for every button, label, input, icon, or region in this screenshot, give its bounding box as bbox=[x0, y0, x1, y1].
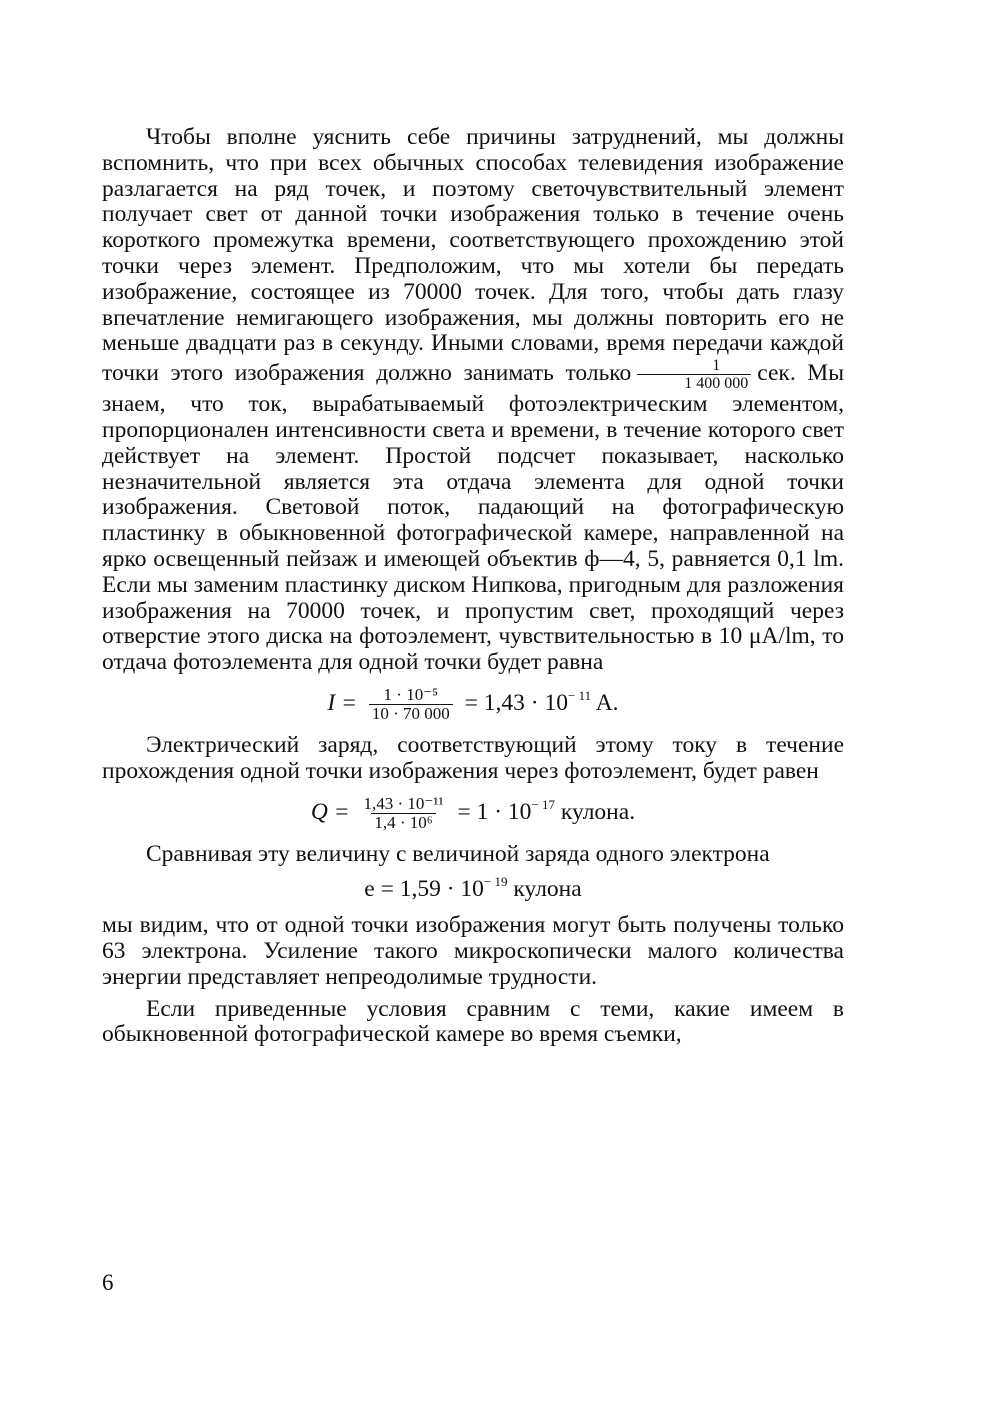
formula-current-exponent: − 11 bbox=[568, 687, 592, 703]
formula-current-denominator: 10 · 70 000 bbox=[369, 704, 453, 723]
formula-charge-unit: кулона. bbox=[560, 798, 636, 825]
formula-current-lhs: I = bbox=[327, 689, 357, 716]
paragraph-1 bbox=[102, 125, 844, 676]
time-fraction-denominator: 1 400 000 bbox=[637, 374, 751, 392]
paragraph-2: Электрический заряд, соответствующий этому току в течение прохождения одной точки изображения через фотоэлемент, будет равен bbox=[102, 731, 844, 784]
page-number: 6 bbox=[102, 1270, 114, 1295]
time-fraction-numerator: 1 bbox=[712, 357, 721, 375]
formula-current-numerator: 1 · 10⁻⁵ bbox=[383, 684, 439, 704]
formula-electron-exponent: − 19 bbox=[483, 874, 508, 890]
formula-charge bbox=[102, 795, 844, 832]
paragraph-1-text-a: Чтобы вполне уяснить себе причины затруднений, мы должны вспомнить, что при всех обычных способах телевидения изображение разлагается на ряд точек, и поэтому светочувствительный элемент получает свет от данной точки изображения только в течение очень короткого промежутка времени, соответствующего прохождению этой точки через элемент. Предположим, что мы хотели бы передать изображение, состоящее из 70000 точек. Для того, чтобы дать глазу впечатление немигающего изображения, мы должны повторить его не меньше двадцати раз в секунду. Иными словами, время передачи каждой точки этого изображения должно занимать только bbox=[102, 124, 844, 387]
formula-electron-lhs: e = 1,59 · 10 bbox=[364, 876, 484, 903]
formula-charge-rhs: = 1 · 10 bbox=[457, 798, 532, 825]
formula-charge-fraction bbox=[362, 795, 446, 832]
page-text bbox=[102, 125, 844, 1048]
formula-charge-lhs: Q = bbox=[310, 798, 350, 825]
formula-current-unit: A. bbox=[595, 689, 619, 716]
formula-electron bbox=[102, 874, 844, 903]
time-fraction bbox=[637, 357, 751, 392]
formula-current-rhs: = 1,43 · 10 bbox=[464, 689, 568, 716]
formula-electron-unit: кулона bbox=[513, 876, 582, 903]
formula-current bbox=[102, 686, 844, 723]
formula-charge-denominator: 1,4 · 10⁶ bbox=[371, 813, 435, 832]
paragraph-5: Если приведенные условия сравним с теми, какие имеем в обыкновенной фотографической камере во время съемки, bbox=[102, 995, 844, 1048]
formula-current-fraction bbox=[369, 686, 453, 723]
paragraph-3: Сравнивая эту величину с величиной заряда одного электрона bbox=[146, 840, 770, 867]
formula-charge-exponent: − 17 bbox=[531, 796, 556, 812]
formula-charge-numerator: 1,43 · 10⁻¹¹ bbox=[363, 793, 444, 813]
paragraph-4: мы видим, что от одной точки изображения могут быть получены только 63 электрона. Усиление такого микроскопически малого количества энергии представляет непреодолимые трудности. bbox=[102, 912, 844, 990]
paragraph-1-text-b: сек. Мы знаем, что ток, вырабатываемый фотоэлектрическим элементом, пропорционален интенсивности света и времени, в течение которого свет действует на элемент. Простой подсчет показывает, насколько незначительной является эта отдача элемента для одной точки изображения. Световой поток, падающий на фотографическую пластинку в обыкновенной фотографической камере, направленной на ярко освещенный пейзаж и имеющей объектив ф—4, 5, равняется 0,1 lm. Если мы заменим пластинку диском Нипкова, пригодным для разложения изображения на 70000 точек, и пропустим свет, проходящий через отверстие этого диска на фотоэлемент, чувствительностью в 10 μA/lm, то отдача фотоэлемента для одной точки будет равна bbox=[102, 360, 844, 676]
